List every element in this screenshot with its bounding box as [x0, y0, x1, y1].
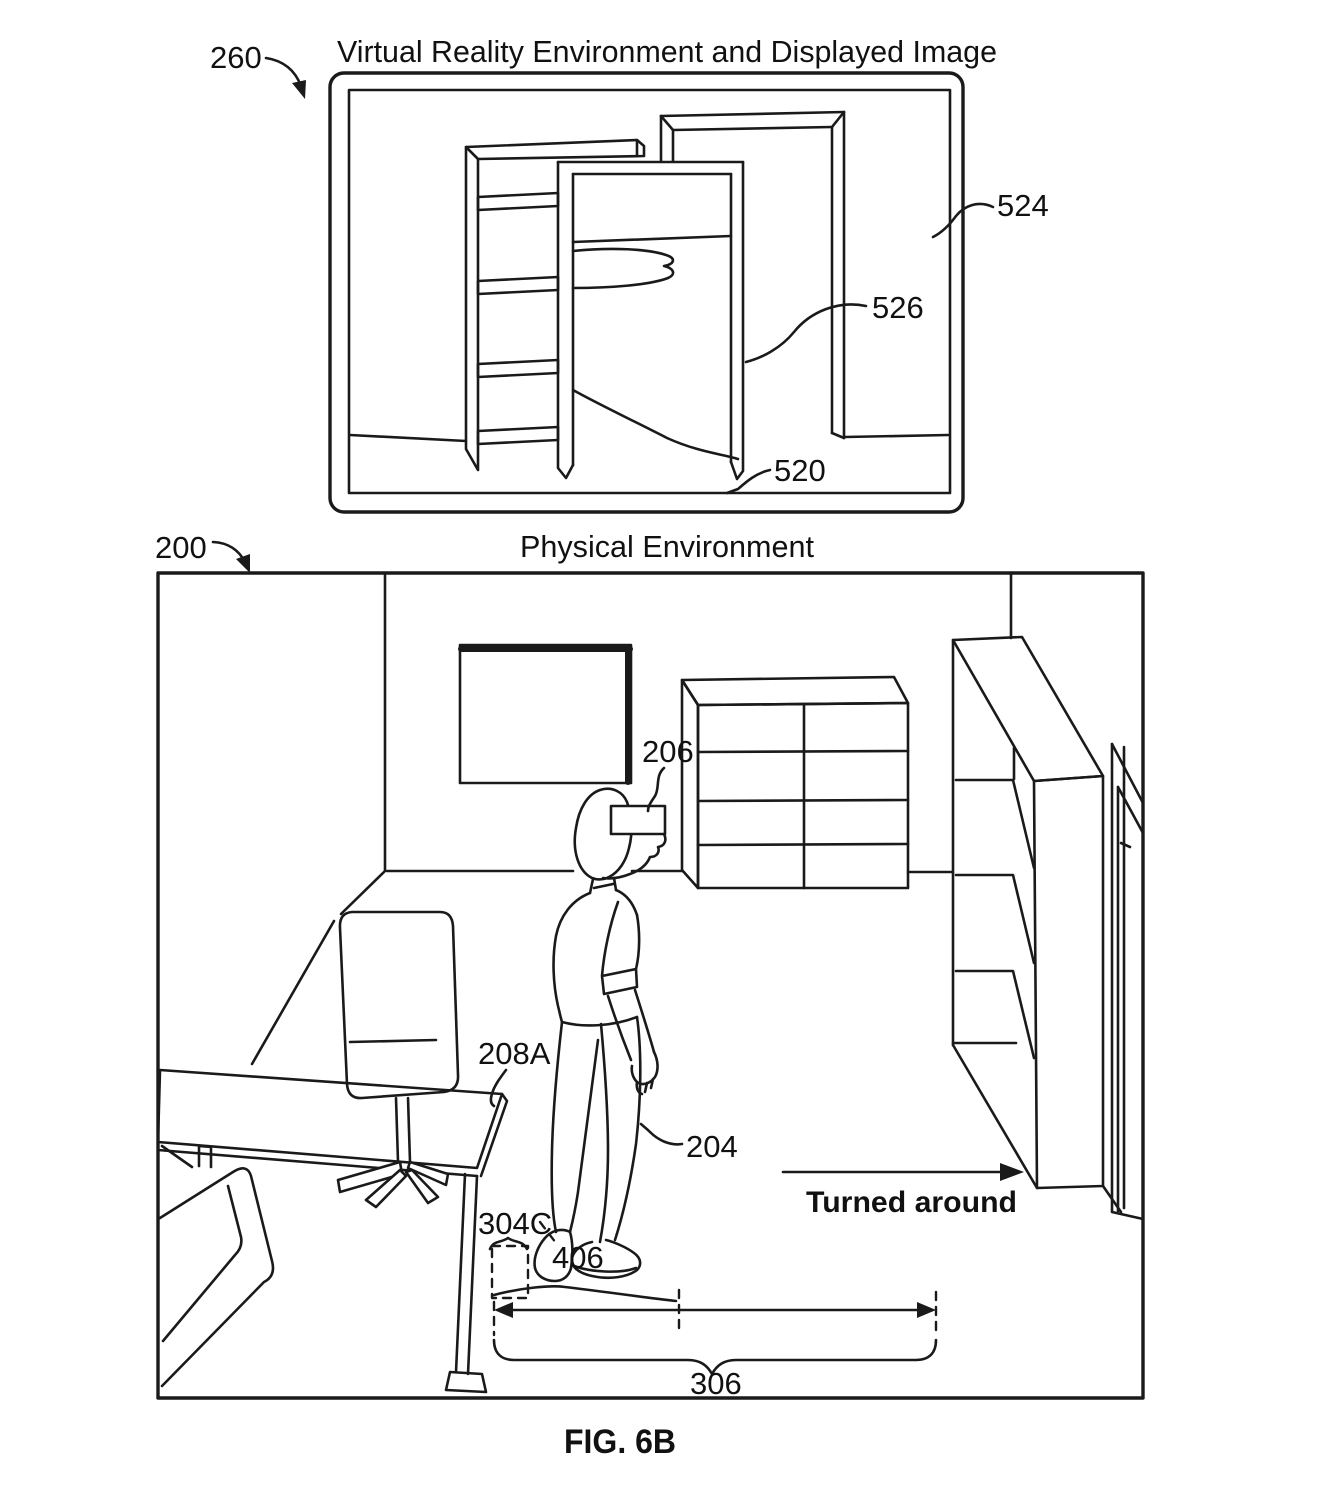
- vr-ref-number: 260: [210, 40, 262, 75]
- wall-picture: [460, 645, 631, 783]
- person-hand: [632, 1052, 658, 1094]
- phys-title: Physical Environment: [520, 529, 815, 564]
- desk: [158, 1070, 507, 1392]
- vr-open-door: [558, 162, 743, 479]
- vr-tear-top-line: [573, 236, 731, 242]
- turned-around-arrowhead: [1000, 1163, 1024, 1181]
- label-306: 306: [690, 1366, 742, 1401]
- turned-around-annotation: [783, 1163, 1024, 1219]
- room-back-floor-line: [387, 871, 953, 872]
- leader-206: [648, 768, 664, 811]
- person: [535, 789, 666, 1281]
- vr-tear-bottom-curve: [573, 390, 738, 459]
- label-304C: 304C: [478, 1206, 553, 1241]
- right-wall-door: [1112, 744, 1143, 1219]
- vr-panel: [210, 34, 1049, 512]
- phys-ref-number: 200: [155, 530, 207, 565]
- dimension-arrowhead-right: [917, 1302, 936, 1318]
- vr-ref-arrow: [266, 58, 301, 86]
- person-collar: [594, 884, 613, 888]
- dimension-arrowhead-left: [494, 1302, 513, 1318]
- turned-around-text: Turned around: [806, 1186, 1017, 1219]
- label-406: 406: [552, 1240, 604, 1275]
- vr-floor-line-right: [845, 435, 948, 437]
- phys-ref-arrowhead: [236, 554, 250, 573]
- vr-headset: [611, 806, 665, 834]
- office-chair: [338, 912, 458, 1207]
- person-forearm: [608, 990, 654, 1060]
- wall-cabinet: [682, 677, 908, 888]
- vr-inner-border: [349, 90, 950, 493]
- label-524: 524: [997, 188, 1049, 223]
- door-knob: [1121, 843, 1130, 847]
- vr-title: Virtual Reality Environment and Displayed Image: [337, 34, 997, 69]
- label-204: 204: [686, 1129, 738, 1164]
- vr-ref-arrowhead: [292, 80, 306, 99]
- room-left-floor-line: [252, 871, 385, 1064]
- low-table: [160, 1168, 273, 1386]
- leader-204: [641, 1124, 682, 1144]
- label-520: 520: [774, 453, 826, 488]
- physical-panel: [155, 529, 1143, 1401]
- label-526: 526: [872, 290, 924, 325]
- person-sleeve: [602, 902, 639, 994]
- person-shirt-hem: [562, 1017, 637, 1025]
- person-torso: [554, 893, 590, 1022]
- vr-floor-line-left: [350, 435, 466, 441]
- label-208A: 208A: [478, 1036, 551, 1071]
- label-206: 206: [642, 734, 694, 769]
- phys-border: [158, 573, 1143, 1398]
- person-front-leg: [600, 1017, 640, 1242]
- person-back-leg: [552, 1022, 598, 1232]
- figure-caption: FIG. 6B: [564, 1423, 676, 1461]
- vr-bookshelf: [466, 140, 644, 470]
- leader-526: [746, 304, 866, 362]
- vr-outer-border: [330, 73, 963, 512]
- leader-520: [727, 470, 770, 493]
- vr-tear-tongue: [573, 249, 673, 288]
- right-bookshelf: [953, 637, 1121, 1212]
